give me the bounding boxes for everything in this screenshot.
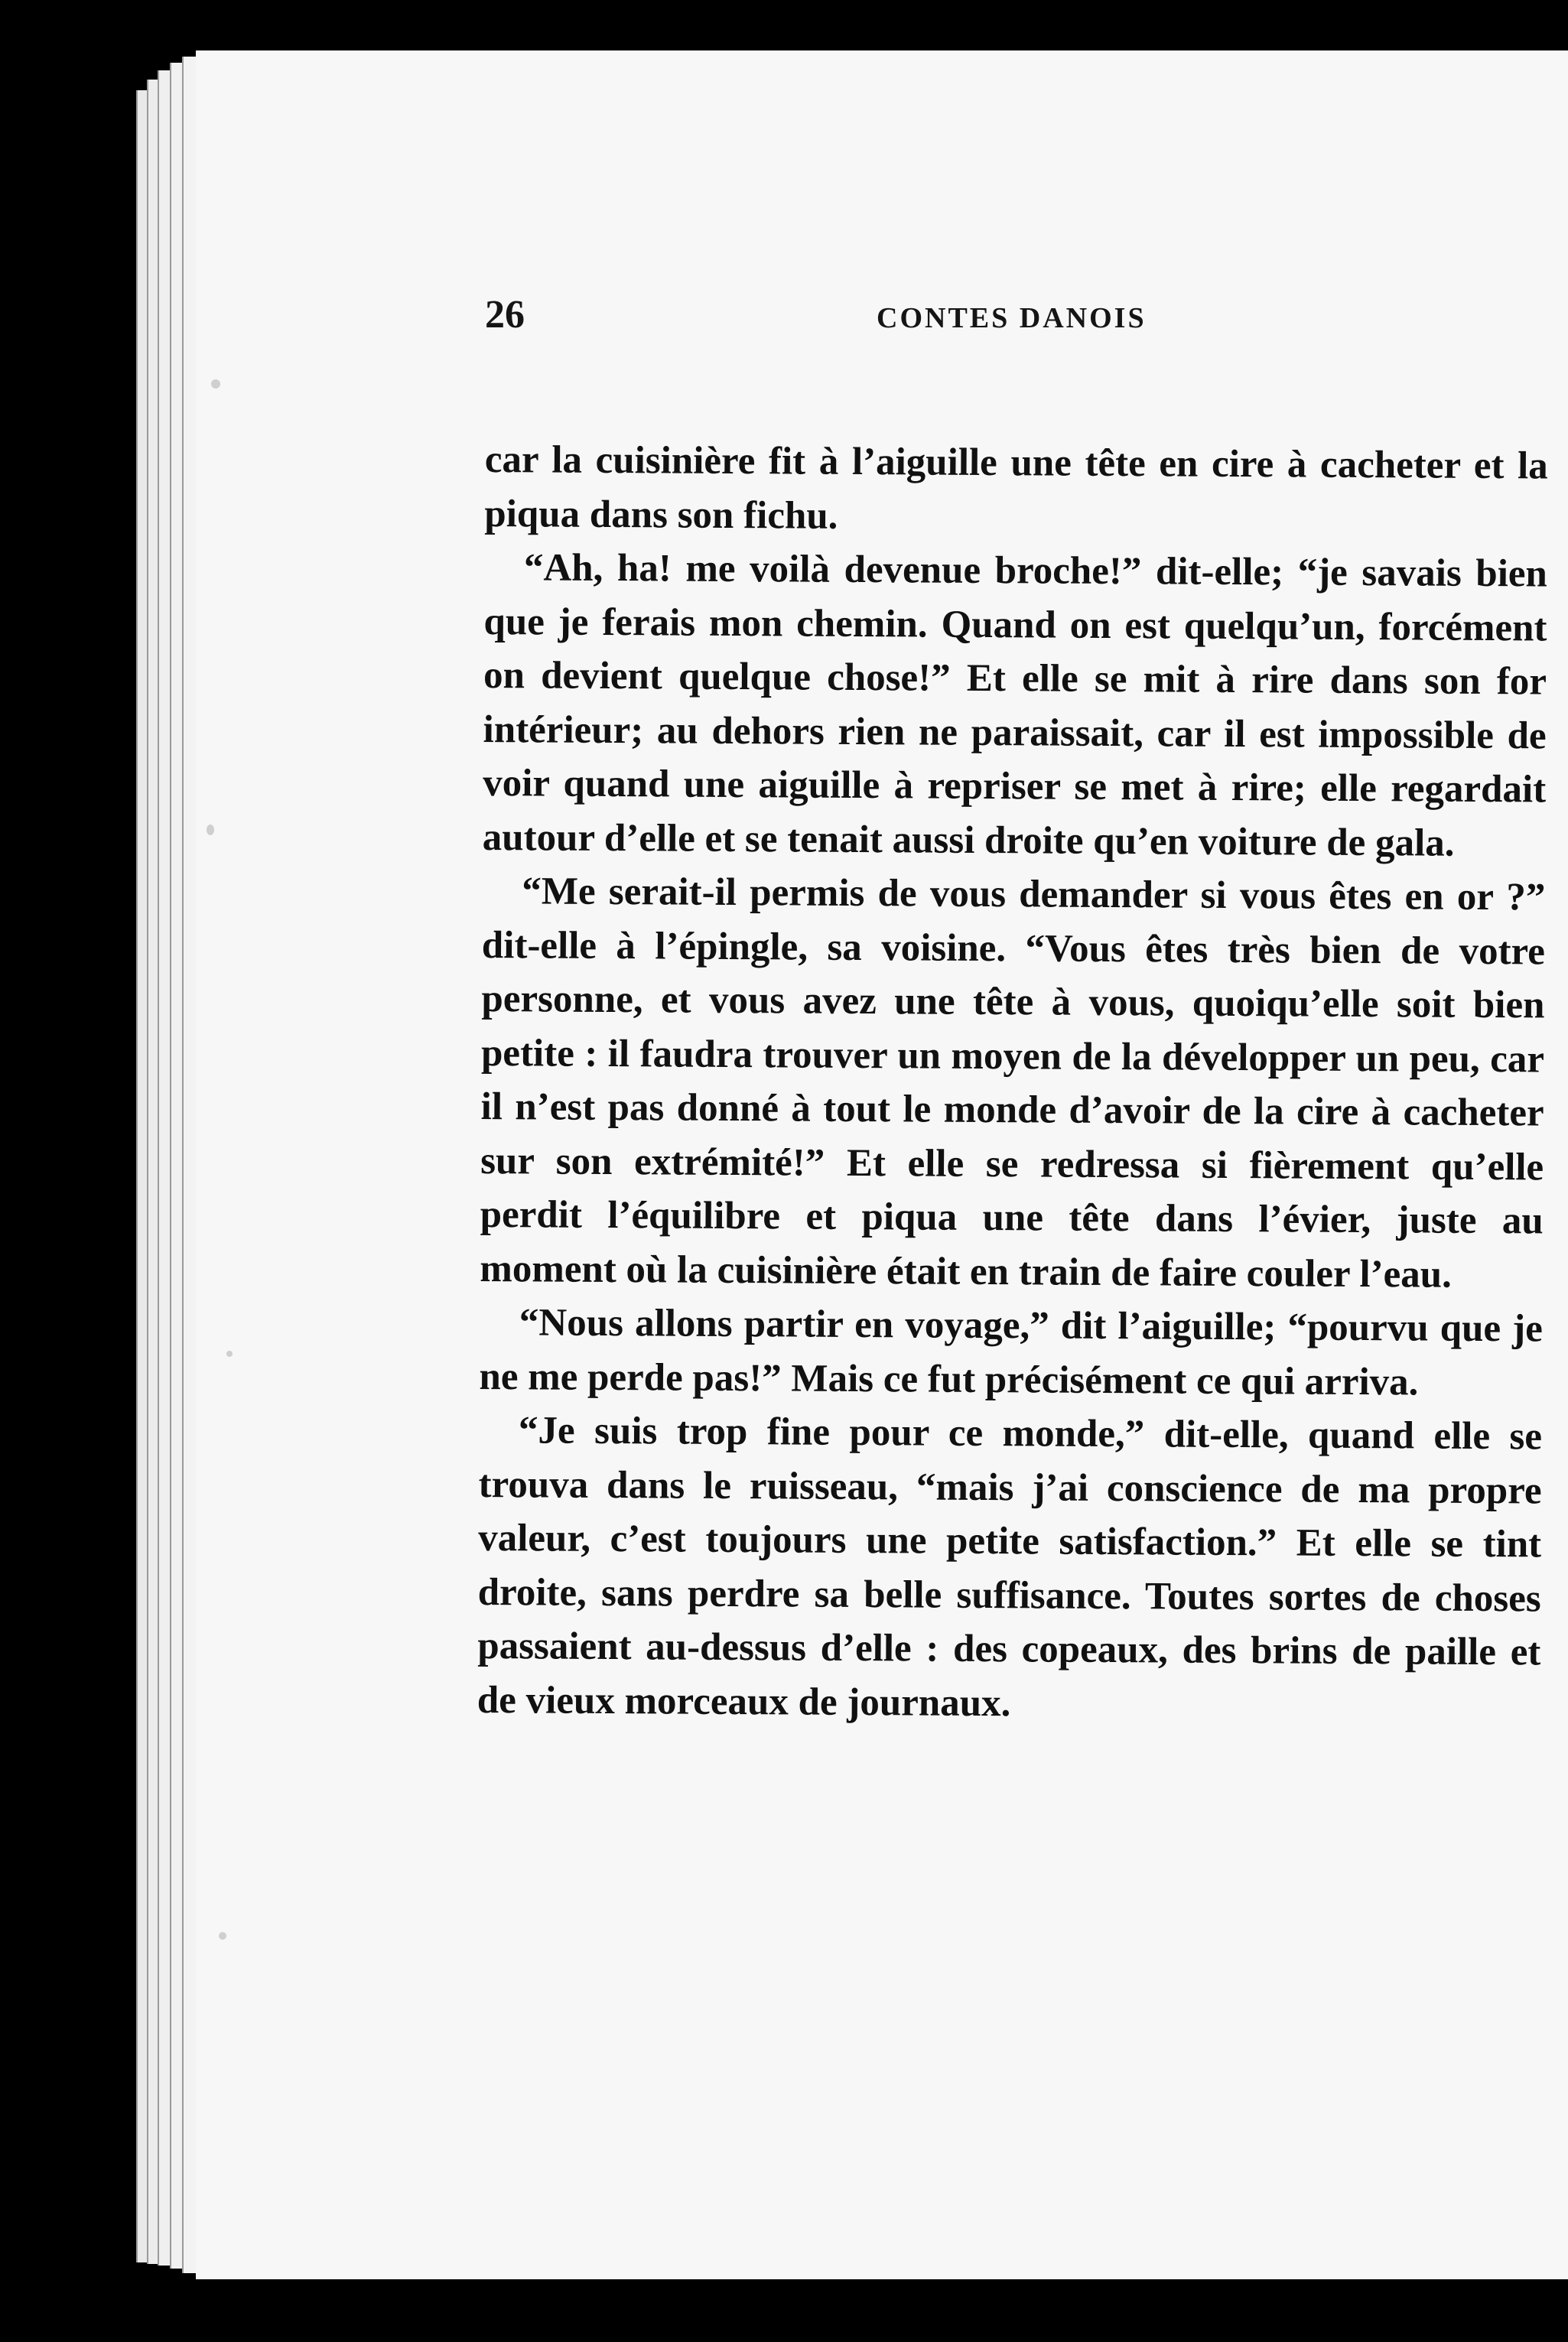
scan-speck (211, 379, 220, 389)
paragraph: “Me serait-il permis de vous demander si vous êtes en or ?” dit-elle à l’épingle, sa voisine. “Vous êtes très bien de votre personne, et vous avez une tête à vous, quoiqu’elle soit bien petite : il faudra trouver un moyen de la développer un peu, car il n’est pas donné à tout le monde d’avoir de la cire à cacheter sur son extrémité!” Et elle se redressa si fièrement qu’elle perdit l’équilibre et piqua une tête dans l’évier, juste au moment où la cuisinière était en train de faire couler l’eau. (480, 870, 1546, 1296)
paragraph: “Je suis trop fine pour ce monde,” dit-elle, quand elle se trouva dans le ruisseau, “mais j’ai conscience de ma propre valeur, c’est toujours une petite satisfaction.” Et elle se tint droite, sans perdre sa belle suffisance. Toutes sortes de choses passaient au-dessus d’elle : des copeaux, des brins de paille et de vieux morceaux de journaux. (477, 1409, 1543, 1725)
page-header (196, 292, 1568, 353)
scan-speck (226, 1351, 233, 1357)
paragraph: “Nous allons partir en voyage,” dit l’aiguille; “pourvu que je ne me perde pas!” Mais ce fut précisément ce qui arriva. (479, 1301, 1544, 1404)
scan-speck (219, 1932, 226, 1940)
running-title: CONTES DANOIS (877, 302, 1147, 334)
scan-speck (207, 825, 214, 835)
paragraph: “Ah, ha! me voilà devenue broche!” dit-elle; “je savais bien que je ferais mon chemin. Quand on est quelqu’un, forcément on devient quelque chose!” Et elle se mit à rire dans son for intérieur; au dehors rien ne paraissait, car il est impossible de voir quand une aiguille à repriser se met à rire; elle regardait autour d’elle et se tenait aussi droite qu’en voiture de gala. (482, 546, 1548, 865)
body-text (477, 433, 1548, 1733)
book-page (196, 50, 1568, 2279)
paragraph: car la cuisinière fit à l’aiguille une tête en cire à cacheter et la piqua dans son fichu. (484, 437, 1548, 538)
page-number: 26 (485, 293, 525, 337)
